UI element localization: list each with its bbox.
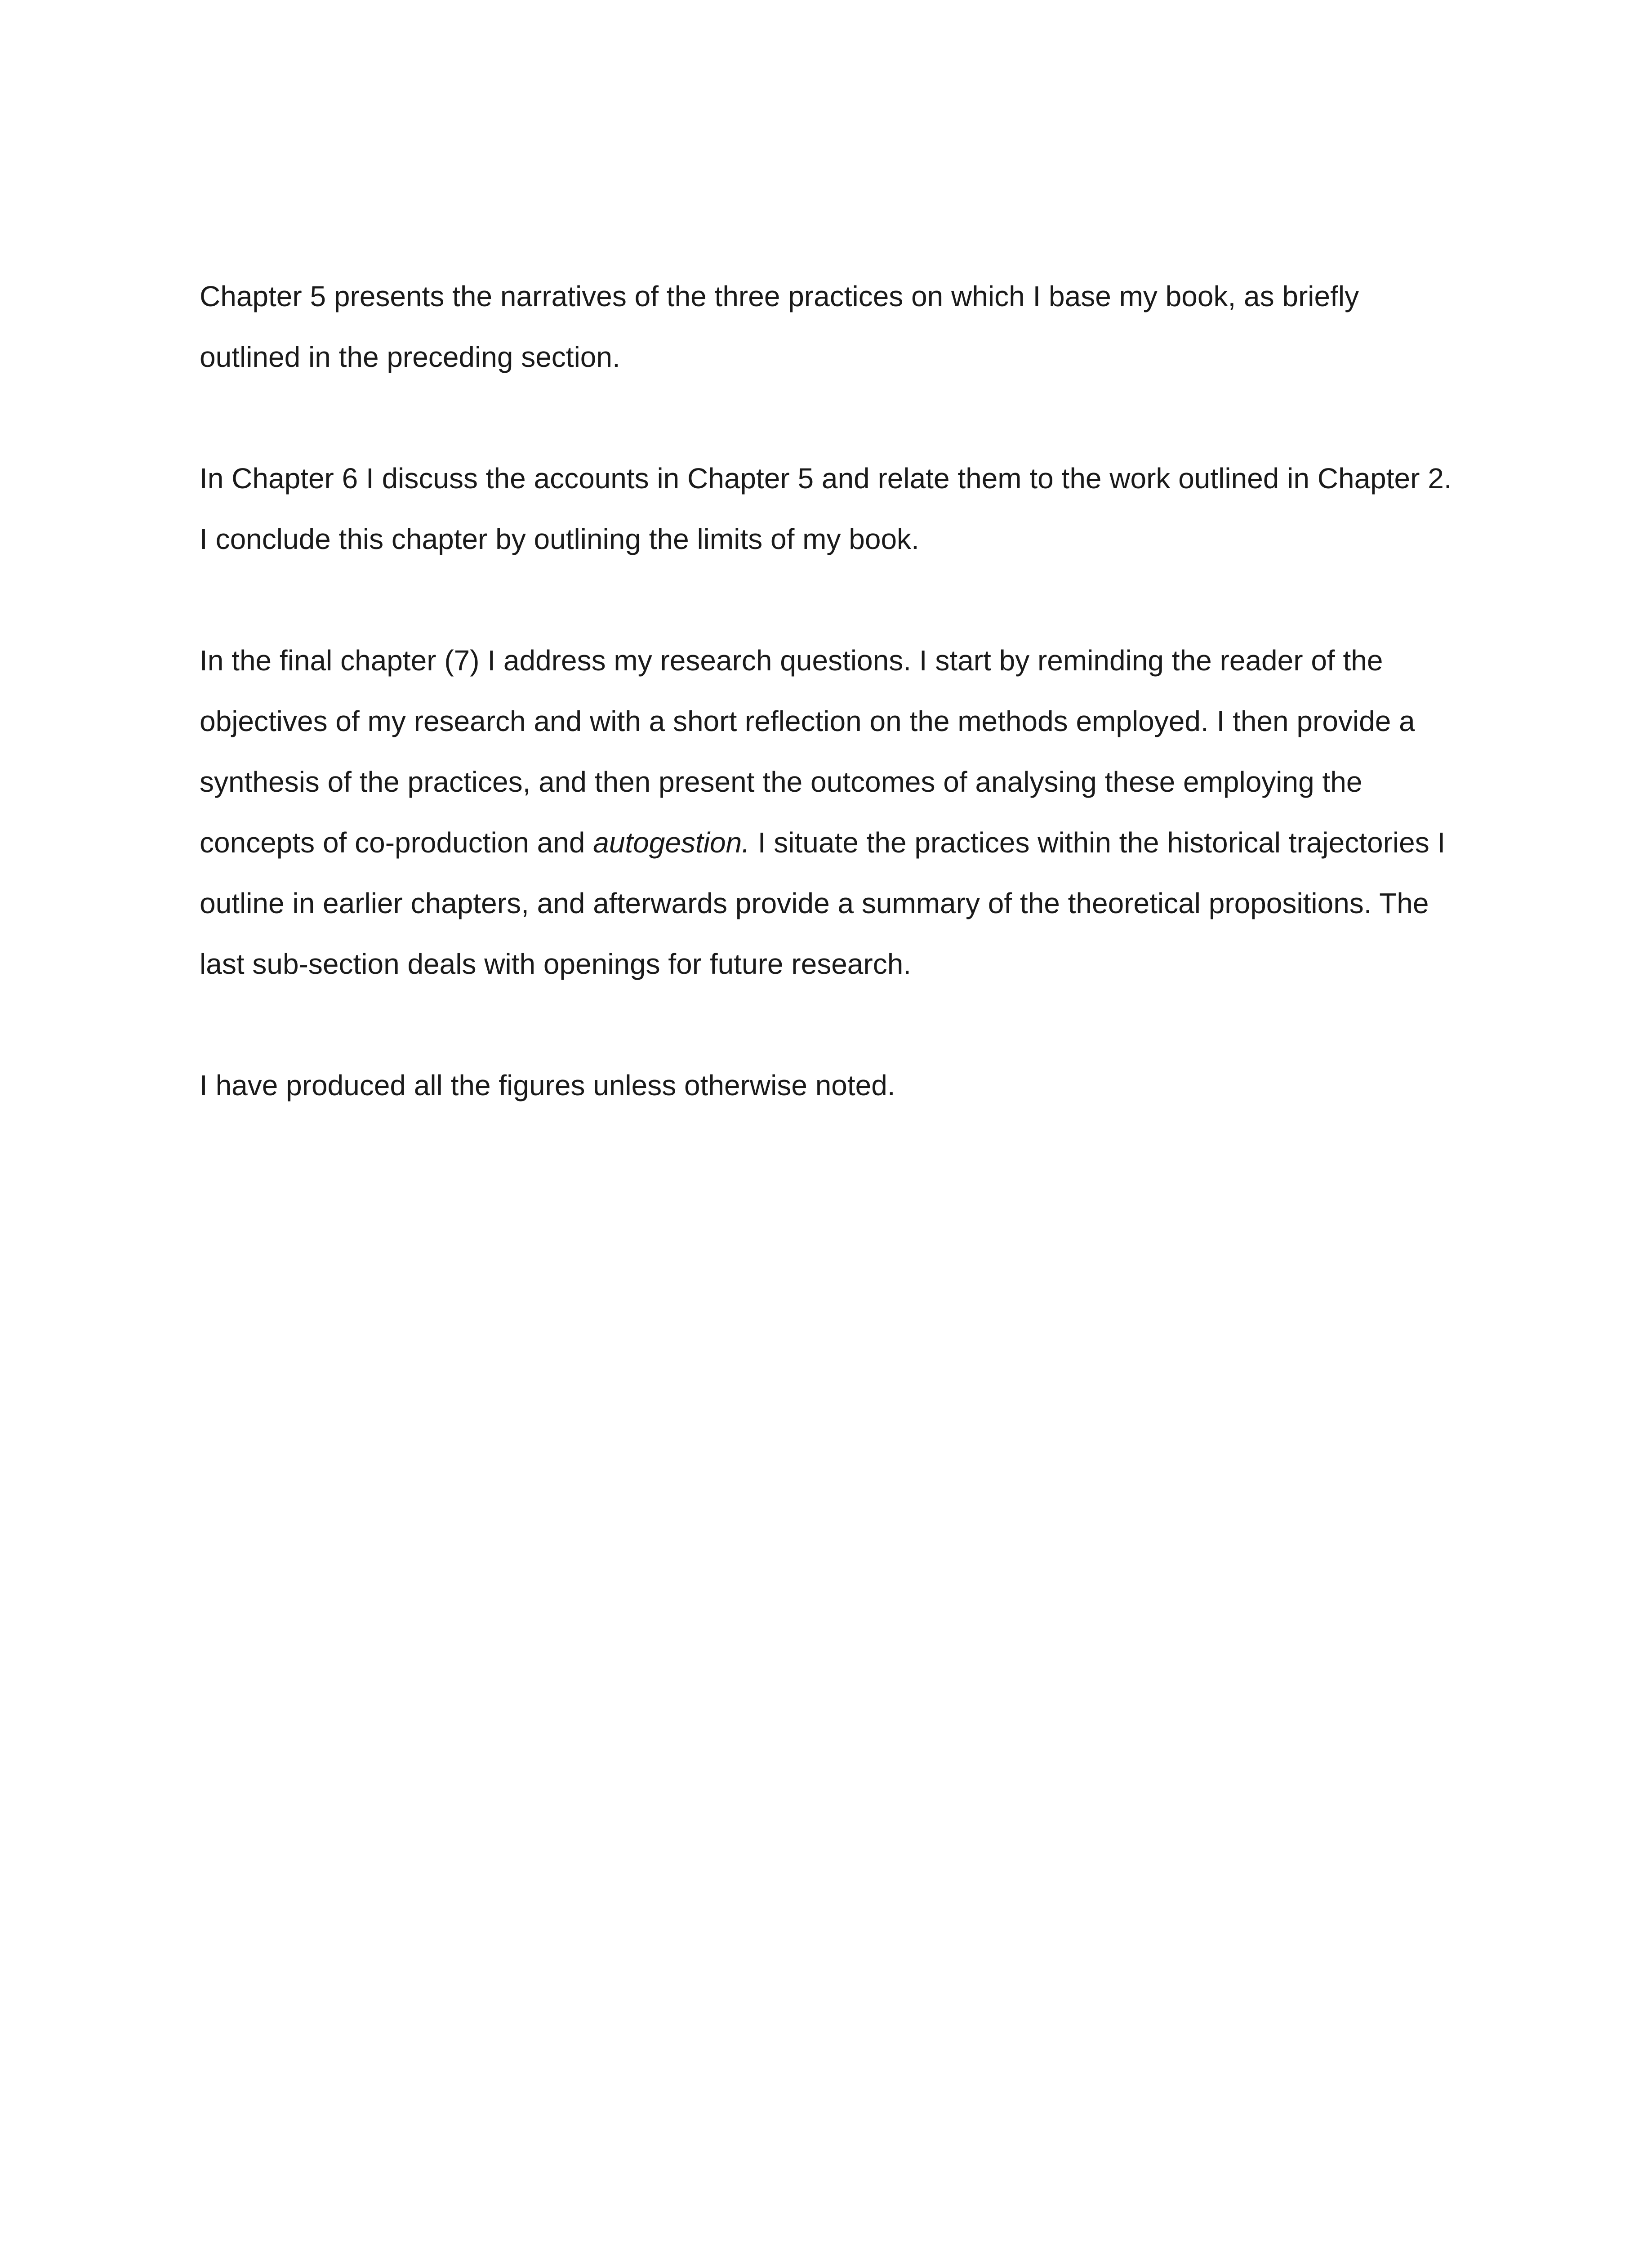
paragraph-final-chapter (200, 630, 1467, 995)
paragraph-final-chapter-text-2: I situate the practices within the historical trajectories I outline in earlier chapters, and afterwards provide a summary of the theoretical propositions. The last sub-section deals with openings for future research. (200, 826, 1446, 980)
autogestion-term: autogestion. (593, 826, 750, 859)
body-text (200, 266, 1467, 1116)
paragraph-figures-note: I have produced all the figures unless otherwise noted. (200, 1069, 895, 1102)
paragraph-final-chapter-text-1: In the final chapter (7) I address my research questions. I start by reminding the reader of the objectives of my research and with a short reflection on the methods employed. I then provide a synthesis of the practices, and then present the outcomes of analysing these employing the concepts of co-production and (200, 644, 1415, 859)
paragraph-chapter-6: In Chapter 6 I discuss the accounts in Chapter 5 and relate them to the work outlined in Chapter 2. I conclude this chapter by outlining the limits of my book. (200, 462, 1452, 555)
paragraph-chapter-5: Chapter 5 presents the narratives of the three practices on which I base my book, as briefly outlined in the preceding section. (200, 280, 1359, 373)
